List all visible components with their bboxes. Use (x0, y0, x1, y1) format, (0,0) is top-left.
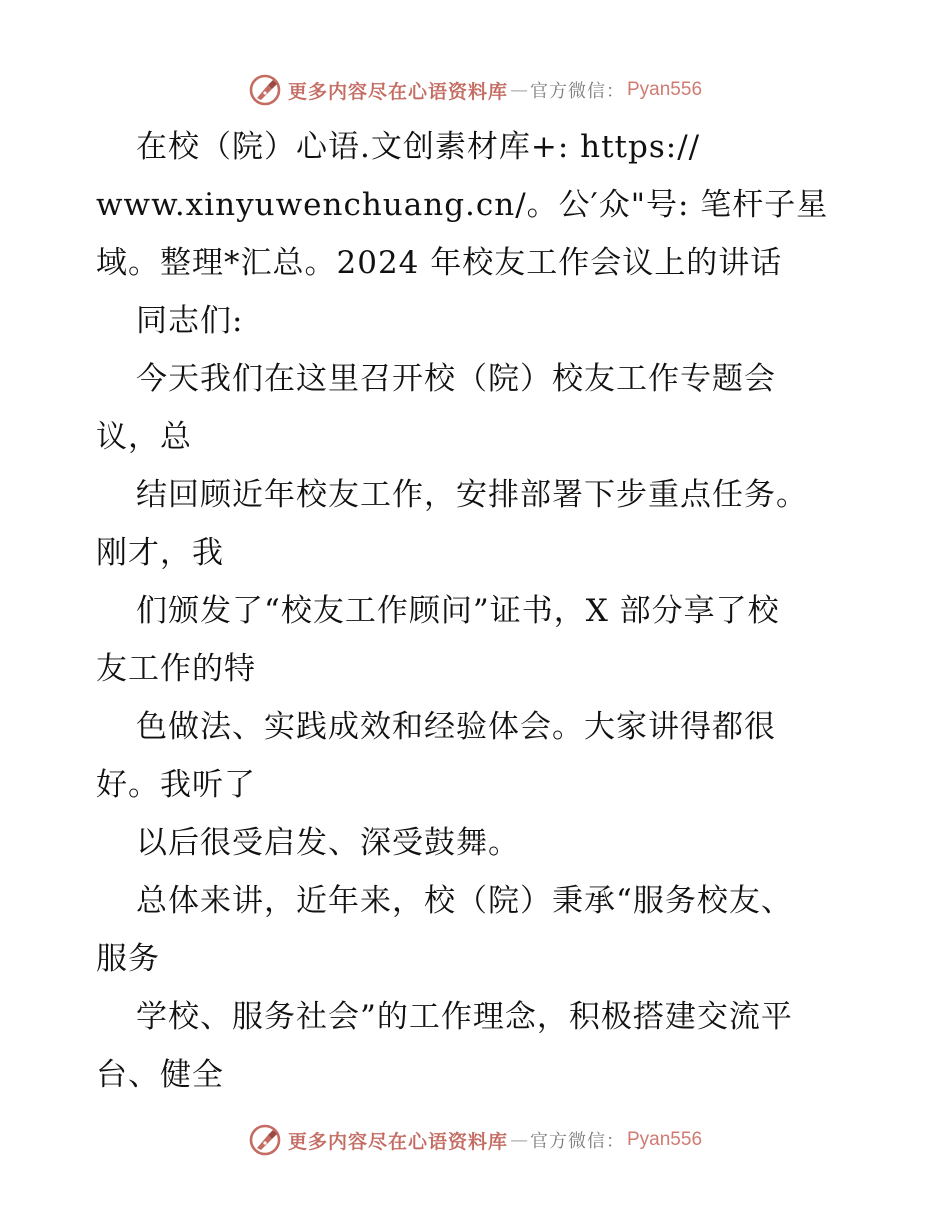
body-line: 同志们: (136, 303, 244, 339)
footer-wechat-id: Pyan556 (627, 1129, 703, 1150)
footer-brand-text: 更多内容尽在心语资料库 (287, 1130, 508, 1153)
body-line: 域。整理*汇总。2024 年校友工作会议上的讲话 (96, 245, 783, 281)
pen-nib-logo-icon (248, 73, 282, 107)
body-line: 友工作的特 (96, 651, 256, 687)
body-line: 刚才，我 (96, 535, 224, 571)
body-line: 以后很受启发、深受鼓舞。 (136, 825, 520, 861)
header-contact-label: 官方微信： (530, 81, 625, 102)
body-line: 结回顾近年校友工作，安排部署下步重点任务。 (136, 477, 808, 513)
document-body (96, 118, 876, 1104)
body-line: 今天我们在这里召开校（院）校友工作专题会 (136, 361, 776, 397)
body-line: 服务 (96, 941, 160, 977)
body-line: 议，总 (96, 419, 192, 455)
body-line: 在校（院）心语.文创素材库+: https:// (136, 129, 701, 165)
body-line: 学校、服务社会”的工作理念，积极搭建交流平 (136, 999, 793, 1035)
footer-banner (0, 1120, 950, 1160)
body-line: 总体来讲，近年来，校（院）秉承“服务校友、 (136, 883, 793, 919)
header-brand-text: 更多内容尽在心语资料库 (287, 80, 508, 103)
footer-contact-label: 官方微信： (530, 1131, 625, 1152)
pen-nib-logo-icon (248, 1123, 282, 1157)
header-banner (0, 70, 950, 110)
body-line: 台、健全 (96, 1057, 224, 1093)
body-line: www.xinyuwenchuang.cn/。公′众"号: 笔杆子星 (96, 187, 829, 223)
footer-dash: — (510, 1129, 528, 1151)
header-wechat-id: Pyan556 (627, 79, 703, 100)
body-line: 色做法、实践成效和经验体会。大家讲得都很 (136, 709, 776, 745)
body-line: 们颁发了“校友工作顾问”证书，X 部分享了校 (136, 593, 780, 629)
header-dash: — (510, 79, 528, 101)
body-line: 好。我听了 (96, 767, 256, 803)
